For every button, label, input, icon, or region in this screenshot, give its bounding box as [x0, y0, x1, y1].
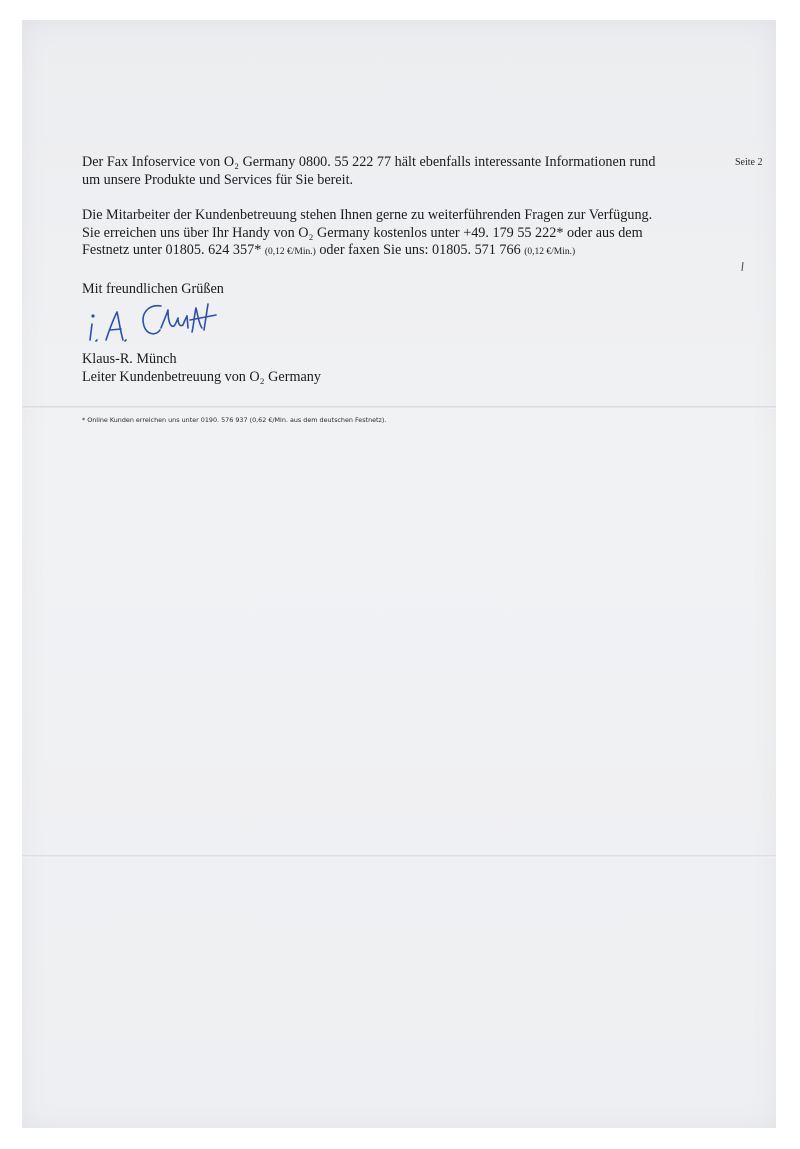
- fold-line: [22, 855, 776, 858]
- paragraph-line: Der Fax Infoservice von O₂ Germany 0800. 55 222 77 hält ebenfalls interessante Informationen rund: [82, 154, 656, 170]
- paragraph-line: Sie erreichen uns über Ihr Handy von O₂ Germany kostenlos unter +49. 179 55 222* oder aus dem: [82, 224, 643, 241]
- rate-note: (0,12 €/Min.): [264, 247, 316, 257]
- paragraph-line: um unsere Produkte und Services für Sie bereit.: [82, 171, 354, 188]
- phone-text: Festnetz unter 01805. 624 357*: [82, 242, 265, 258]
- fax-text: oder faxen Sie uns: 01805. 571 766: [315, 242, 525, 258]
- signer-role: Leiter Kundenbetreuung von O₂ Germany: [82, 369, 321, 385]
- paragraph-line: Die Mitarbeiter der Kundenbetreuung stehen Ihnen gerne zu weiterführenden Fragen zur Verfügung.: [82, 207, 653, 223]
- fax-info-paragraph: [82, 154, 655, 189]
- page-number: Seite 2: [735, 157, 763, 168]
- signer-name: Klaus-R. Münch: [82, 351, 177, 367]
- pen-mark: [741, 262, 744, 271]
- fold-line: [22, 406, 776, 409]
- handwritten-signature: [86, 298, 246, 348]
- contact-paragraph: [82, 207, 652, 262]
- closing-greeting: Mit freundlichen Grüßen: [82, 281, 224, 297]
- footnote: * Online Kunden erreichen uns unter 0190. 576 937 (0,62 €/Min. aus dem deutschen Festnetz).: [82, 416, 387, 424]
- paragraph-line: [82, 242, 652, 262]
- rate-note: (0,12 €/Min.): [524, 247, 576, 257]
